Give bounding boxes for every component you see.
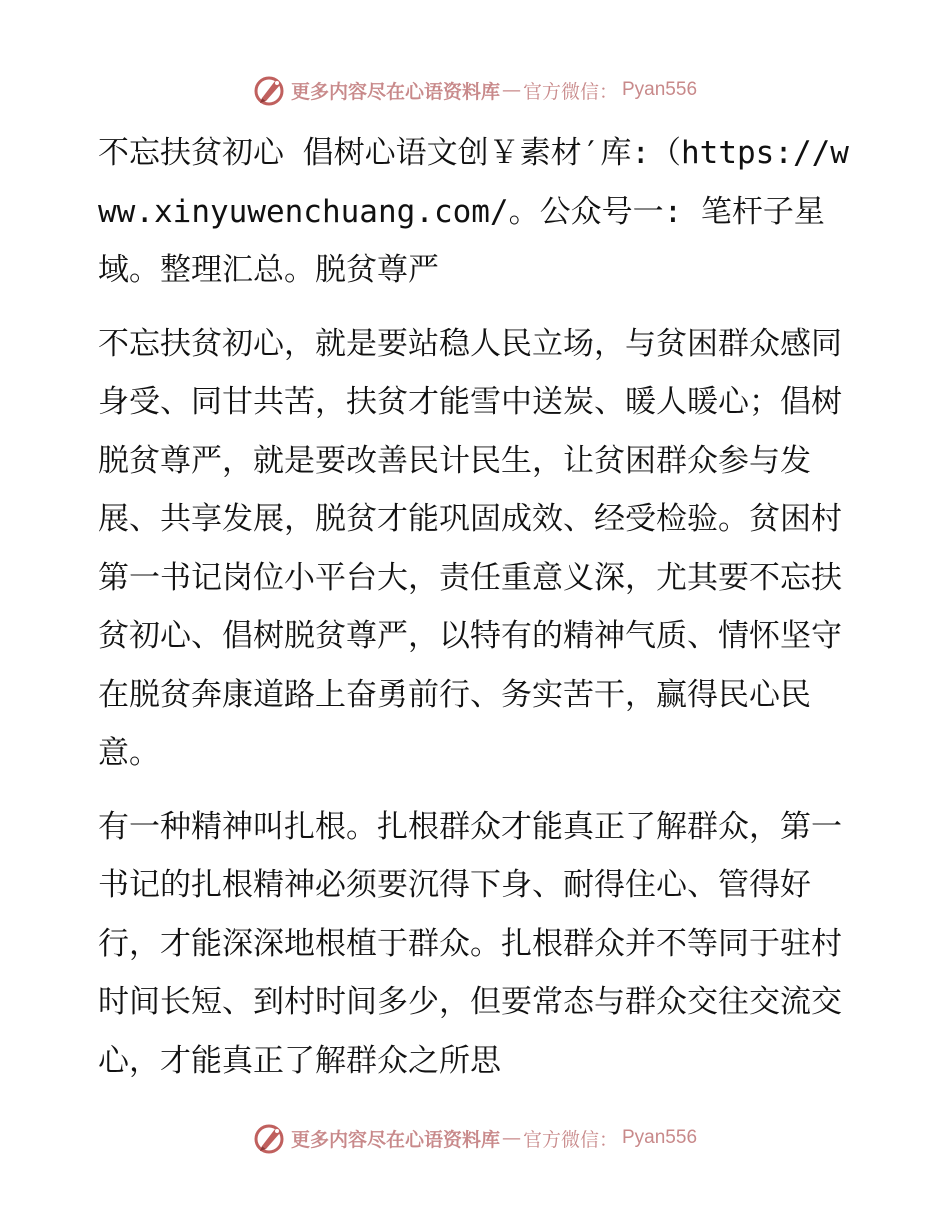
banner-wechat-label: 官方微信：	[522, 1128, 618, 1151]
banner-separator: —	[501, 1127, 521, 1149]
watermark-banner-top	[0, 70, 950, 110]
watermark-banner-bottom	[0, 1118, 950, 1158]
pen-logo-icon	[253, 73, 287, 107]
banner-slogan: 更多内容尽在心语资料库	[290, 1128, 500, 1151]
pen-logo-icon	[253, 1121, 287, 1155]
document-body	[98, 124, 858, 1090]
document-paragraph-1: 不忘扶贫初心，就是要站稳人民立场，与贫困群众感同身受、同甘共苦，扶贫才能雪中送炭、暖人暖心；倡树脱贫尊严，就是要改善民计民生，让贫困群众参与发展、共享发展，脱贫才能巩固成效、经受检验。贫困村第一书记岗位小平台大，责任重意义深，尤其要不忘扶贫初心、倡树脱贫尊严，以特有的精神气质、情怀坚守在脱贫奔康道路上奋勇前行、务实苦干，赢得民心民意。	[98, 325, 842, 771]
banner-slogan: 更多内容尽在心语资料库	[290, 80, 500, 103]
banner-separator: —	[501, 79, 521, 101]
banner-wechat-id: Pyan556	[622, 79, 698, 100]
document-paragraph-2: 有一种精神叫扎根。扎根群众才能真正了解群众，第一书记的扎根精神必须要沉得下身、耐得住心、管得好行，才能深深地根植于群众。扎根群众并不等同于驻村时间长短、到村时间多少，但要常态与群众交往交流交心，才能真正了解群众之所思	[98, 808, 842, 1079]
banner-wechat-id: Pyan556	[622, 1127, 698, 1148]
document-title-paragraph: 不忘扶贫初心 倡树心语文创￥素材′库:（https://www.xinyuwenchuang.com/。公众号一: 笔杆子星域。整理汇总。脱贫尊严	[98, 135, 849, 288]
banner-wechat-label: 官方微信：	[522, 80, 618, 103]
